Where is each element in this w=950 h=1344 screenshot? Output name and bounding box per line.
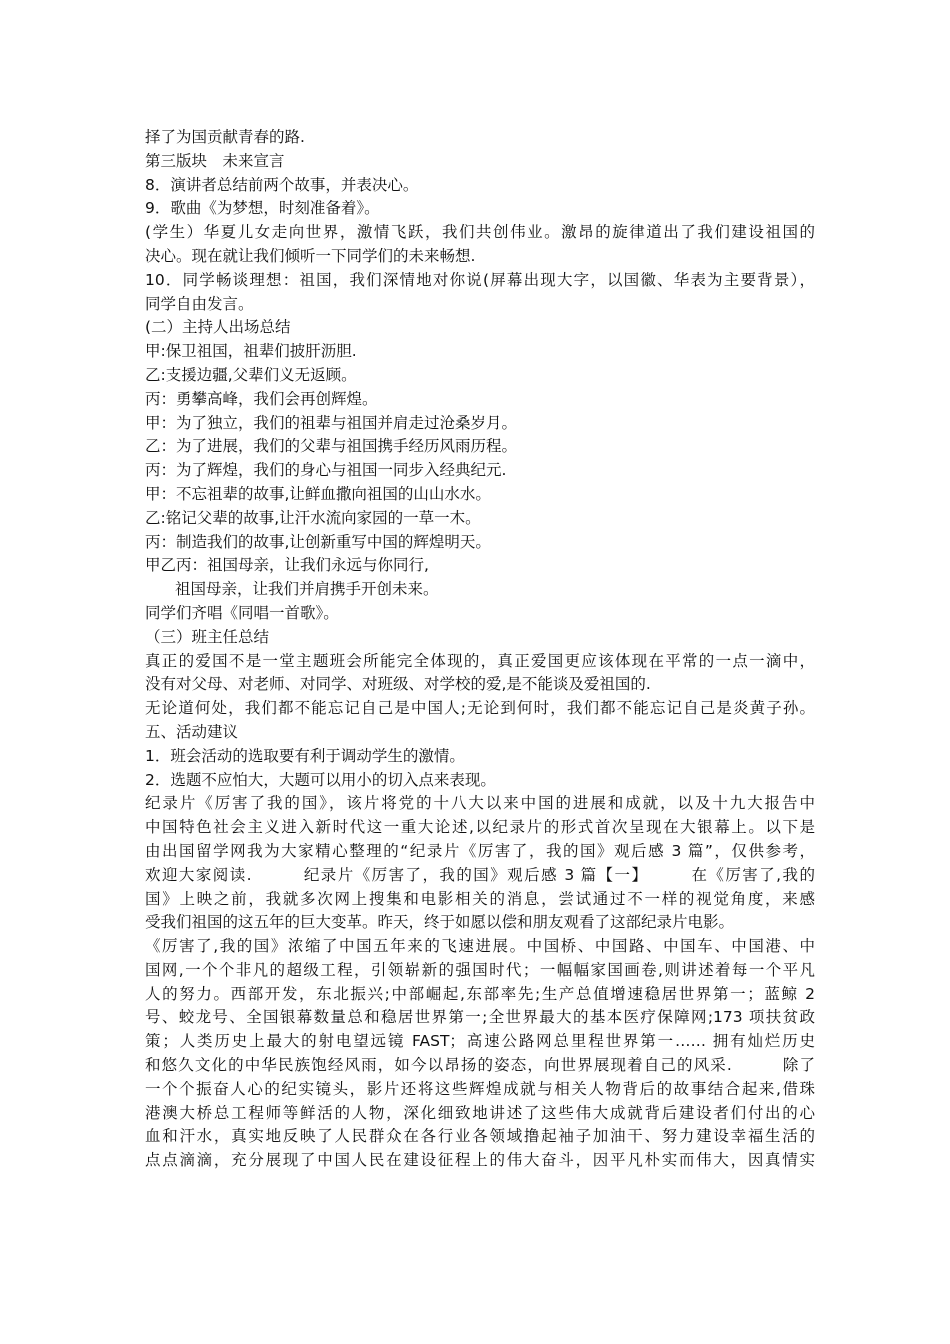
text-line: 甲：不忘祖辈的故事,让鲜血撒向祖国的山山水水。 <box>145 484 491 503</box>
text-line: 决心。现在就让我们倾听一下同学们的未来畅想. <box>145 246 476 265</box>
section-heading: 五、活动建议 <box>145 722 239 741</box>
text-line: 2．选题不应怕大，大题可以用小的切入点来表现。 <box>145 770 496 789</box>
text-line: 无论道何处，我们都不能忘记自己是中国人;无论到何时，我们都不能忘记自己是炎黄子孙。 <box>145 699 815 718</box>
text-line: 丙：为了辉煌，我们的身心与祖国一同步入经典纪元. <box>145 461 507 480</box>
text-line: 国网,一个个非凡的超级工程，引领崭新的强国时代；一幅幅家国画卷,则讲述着每一个平凡 <box>145 960 815 979</box>
section-heading: （三）班主任总结 <box>145 627 270 646</box>
text-line: 同学们齐唱《同唱一首歌》。 <box>145 603 339 622</box>
text-line: 点点滴滴，充分展现了中国人民在建设征程上的伟大奋斗，因平凡朴实而伟大，因真情实 <box>145 1151 815 1170</box>
text-line: 真正的爱国不是一堂主题班会所能完全体现的，真正爱国更应该体现在平常的一点一滴中， <box>145 651 815 670</box>
text-line: 由出国留学网我为大家精心整理的“纪录片《厉害了，我的国》观后感 3 篇”，仅供参考， <box>145 841 815 860</box>
text-line: 欢迎大家阅读. 纪录片《厉害了，我的国》观后感 3 篇【一】 在《厉害了,我的 <box>145 865 815 884</box>
text-line: 中国特色社会主义进入新时代这一重大论述,以纪录片的形式首次呈现在大银幕上。以下是 <box>145 818 815 837</box>
text-line: 港澳大桥总工程师等鲜活的人物，深化细致地讲述了这些伟大成就背后建设者们付出的心 <box>145 1103 815 1122</box>
text-line: 8．演讲者总结前两个故事，并表决心。 <box>145 175 419 194</box>
text-line: 1．班会活动的选取要有利于调动学生的激情。 <box>145 746 465 765</box>
text-line: 10．同学畅谈理想：祖国，我们深情地对你说(屏幕出现大字，以国徽、华表为主要背景）， <box>145 270 815 289</box>
text-line: 没有对父母、对老师、对同学、对班级、对学校的爱,是不能谈及爱祖国的. <box>145 675 651 694</box>
section-heading: 第三版块 未来宣言 <box>145 151 285 170</box>
text-line: 纪录片《厉害了我的国》，该片将党的十八大以来中国的进展和成就，以及十九大报告中 <box>145 794 815 813</box>
text-line: 丙：制造我们的故事,让创新重写中国的辉煌明天。 <box>145 532 491 551</box>
text-line: 乙:铭记父辈的故事,让汗水流向家园的一草一木。 <box>145 508 481 527</box>
text-line: 血和汗水，真实地反映了人民群众在各行业各领域撸起袖子加油干、努力建设幸福生活的 <box>145 1127 815 1146</box>
document-body <box>145 126 815 1173</box>
text-line: 丙：勇攀高峰，我们会再创辉煌。 <box>145 389 378 408</box>
text-line: 受我们祖国的这五年的巨大变革。昨天，终于如愿以偿和朋友观看了这部纪录片电影。 <box>145 913 735 932</box>
text-line: 《厉害了,我的国》浓缩了中国五年来的飞速进展。中国桥、中国路、中国车、中国港、中 <box>145 937 815 956</box>
text-line: 同学自由发言。 <box>145 294 254 313</box>
text-line: 人的努力。西部开发，东北振兴;中部崛起,东部率先;生产总值增速稳居世界第一；蓝鲸 2 <box>145 984 815 1003</box>
text-line: 祖国母亲，让我们并肩携手开创未来。 <box>175 580 439 599</box>
text-line: 国》上映之前，我就多次网上搜集和电影相关的消息，尝试通过不一样的视觉角度，来感 <box>145 889 815 908</box>
text-line: 甲:保卫祖国，祖辈们披肝沥胆. <box>145 342 357 361</box>
text-line: 9．歌曲《为梦想，时刻准备着》。 <box>145 199 380 218</box>
section-heading: (二）主持人出场总结 <box>145 318 291 337</box>
text-line: 策；人类历史上最大的射电望远镜 FAST；高速公路网总里程世界第一…… 拥有灿烂历史 <box>145 1032 815 1051</box>
text-line: 择了为国贡献青春的路. <box>145 128 305 146</box>
text-line: 甲：为了独立，我们的祖辈与祖国并肩走过沧桑岁月。 <box>145 413 518 432</box>
text-line: 甲乙丙：祖国母亲，让我们永远与你同行, <box>145 556 429 575</box>
text-line: 和悠久文化的中华民族饱经风雨，如今以昂扬的姿态，向世界展现着自己的风采. 除了 <box>145 1056 815 1075</box>
text-line: 一个个振奋人心的纪实镜头，影片还将这些辉煌成就与相关人物背后的故事结合起来,借珠 <box>145 1079 815 1098</box>
text-line: 乙：为了进展，我们的父辈与祖国携手经历风雨历程。 <box>145 437 518 456</box>
text-line: (学生）华夏儿女走向世界，激情飞跃，我们共创伟业。激昂的旋律道出了我们建设祖国的 <box>145 223 815 242</box>
text-line: 乙:支援边疆,父辈们义无返顾。 <box>145 365 357 384</box>
text-line: 号、蛟龙号、全国银幕数量总和稳居世界第一;全世界最大的基本医疗保障网;173 项扶贫政 <box>145 1008 815 1027</box>
